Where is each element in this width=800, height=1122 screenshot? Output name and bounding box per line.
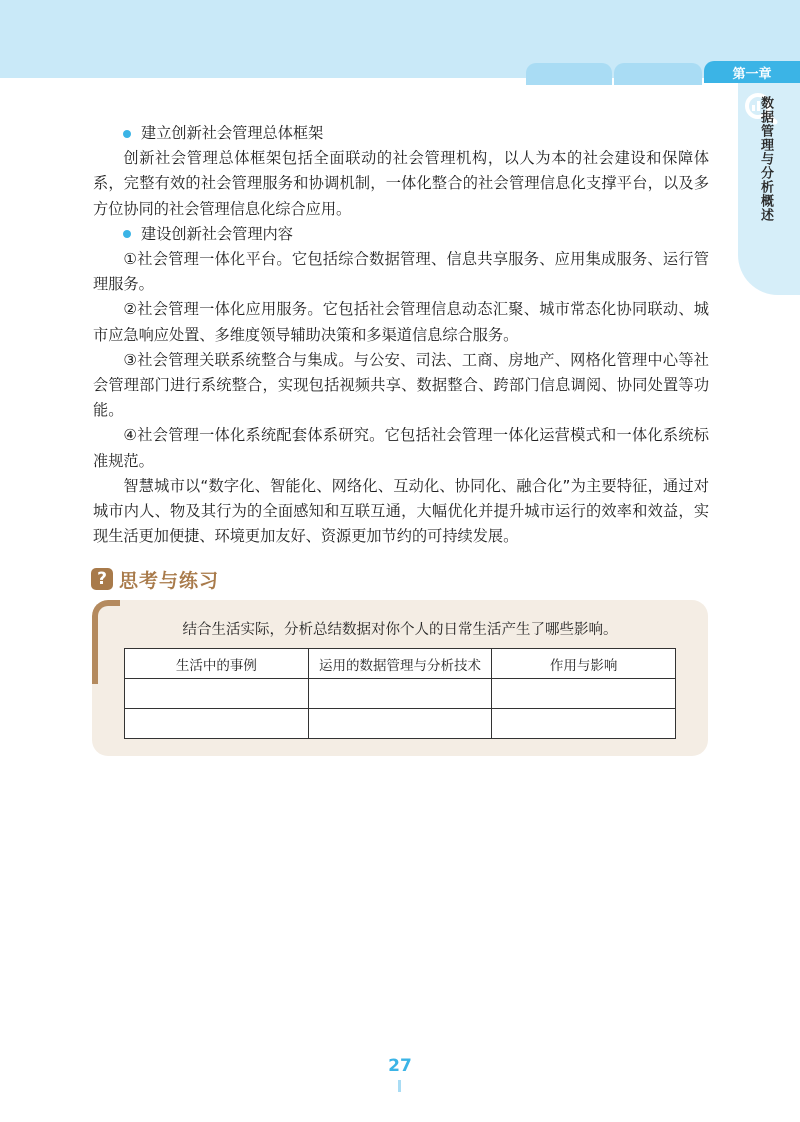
bullet-heading-text: 建立创新社会管理总体框架 <box>141 124 324 142</box>
table-header-cell: 生活中的事例 <box>125 649 309 679</box>
question-icon: ? <box>91 568 113 590</box>
table-row <box>125 709 676 739</box>
section-bullet-heading <box>93 121 709 146</box>
exercise-corner-decoration <box>92 600 120 684</box>
side-chapter-title: 数据管理与分析概述 <box>758 96 773 222</box>
paragraph: 创新社会管理总体框架包括全面联动的社会管理机构，以人为本的社会建设和保障体系，完整有效的社会管理服务和协调机制，一体化整合的社会管理信息化支撑平台，以及多方位协同的社会管理信息化综合应用。 <box>93 149 709 218</box>
section-bullet-heading <box>93 222 709 247</box>
numbered-item: ①社会管理一体化平台。它包括综合数据管理、信息共享服务、应用集成服务、运行管理服务。 <box>93 250 709 294</box>
chapter-label: 第一章 <box>704 61 800 83</box>
main-content <box>93 121 709 549</box>
table-cell[interactable] <box>308 709 492 739</box>
numbered-item: ③社会管理关联系统整合与集成。与公安、司法、工商、房地产、网格化管理中心等社会管理部门进行系统整合，实现包括视频共享、数据整合、跨部门信息调阅、协同处置等功能。 <box>93 350 709 420</box>
table-cell[interactable] <box>125 679 309 709</box>
exercise-box <box>92 600 708 756</box>
page-number-tick <box>398 1080 401 1092</box>
exercise-title: 思考与练习 <box>119 569 220 592</box>
paragraph: 智慧城市以“数字化、智能化、网络化、互动化、协同化、融合化”为主要特征，通过对城市内人、物及其行为的全面感知和互联互通，大幅优化并提升城市运行的效率和效益，实现生活更加便捷、环境更加友好、资源更加节约的可持续发展。 <box>93 476 709 546</box>
table-header-cell: 作用与影响 <box>492 649 676 679</box>
page-number: 27 <box>388 1056 412 1076</box>
header-tab-decoration <box>614 63 702 85</box>
header-tab-decoration <box>526 63 612 85</box>
numbered-item: ②社会管理一体化应用服务。它包括社会管理信息动态汇聚、城市常态化协同联动、城市应急响应处置、多维度领导辅助决策和多渠道信息综合服务。 <box>93 300 709 344</box>
table-cell[interactable] <box>308 679 492 709</box>
table-cell[interactable] <box>492 679 676 709</box>
table-header-row <box>125 649 676 679</box>
exercise-prompt: 结合生活实际，分析总结数据对你个人的日常生活产生了哪些影响。 <box>182 622 618 638</box>
bullet-heading-text: 建设创新社会管理内容 <box>141 224 293 243</box>
table-cell[interactable] <box>125 709 309 739</box>
bullet-dot-icon <box>123 230 131 238</box>
table-row <box>125 679 676 709</box>
table-header-cell: 运用的数据管理与分析技术 <box>308 649 492 679</box>
bullet-dot-icon <box>123 130 131 138</box>
table-cell[interactable] <box>492 709 676 739</box>
numbered-item: ④社会管理一体化系统配套体系研究。它包括社会管理一体化运营模式和一体化系统标准规范。 <box>93 426 709 470</box>
exercise-table <box>124 648 676 739</box>
exercise-heading <box>91 566 219 592</box>
